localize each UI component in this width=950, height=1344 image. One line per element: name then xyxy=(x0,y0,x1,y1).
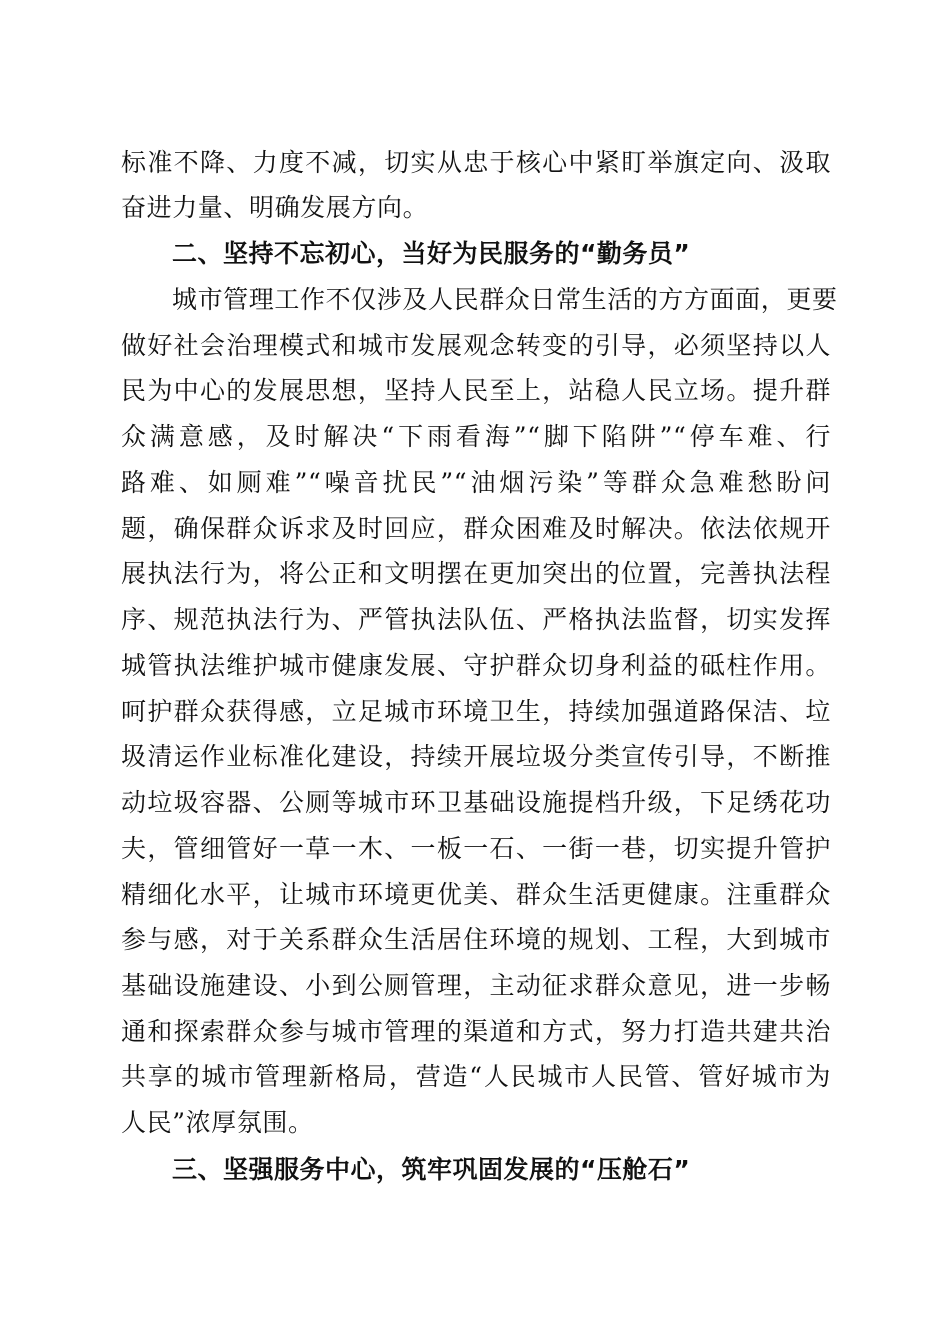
text-line: 参与感，对于关系群众生活居住环境的规划、工程，大到城市 xyxy=(121,925,831,954)
text-line: 民为中心的发展思想，坚持人民至上，站稳人民立场。提升群 xyxy=(121,376,831,405)
text-line: 呵护群众获得感，立足城市环境卫生，持续加强道路保洁、垃 xyxy=(121,697,831,726)
text-line: 众满意感，及时解决“下雨看海”“脚下陷阱”“停车难、行 xyxy=(121,422,831,451)
text-line: 标准不降、力度不减，切实从忠于核心中紧盯举旗定向、汲取 xyxy=(121,148,831,177)
text-line: 共享的城市管理新格局，营造“人民城市人民管、管好城市为 xyxy=(121,1062,831,1091)
text-line: 圾清运作业标准化建设，持续开展垃圾分类宣传引导，不断推 xyxy=(121,742,831,771)
text-line: 城市管理工作不仅涉及人民群众日常生活的方方面面，更要 xyxy=(172,285,838,314)
text-line: 题，确保群众诉求及时回应，群众困难及时解决。依法依规开 xyxy=(121,514,831,543)
text-line: 通和探索群众参与城市管理的渠道和方式，努力打造共建共治 xyxy=(121,1017,831,1046)
text-line: 精细化水平，让城市环境更优美、群众生活更健康。注重群众 xyxy=(121,880,831,909)
text-line: 展执法行为，将公正和文明摆在更加突出的位置，完善执法程 xyxy=(121,559,831,588)
text-line: 城管执法维护城市健康发展、守护群众切身利益的砥柱作用。 xyxy=(121,651,831,680)
text-line: 基础设施建设、小到公厕管理，主动征求群众意见，进一步畅 xyxy=(121,971,831,1000)
text-line: 做好社会治理模式和城市发展观念转变的引导，必须坚持以人 xyxy=(121,331,831,360)
section-heading: 二、坚持不忘初心，当好为民服务的“勤务员” xyxy=(172,239,691,268)
text-line: 夫，管细管好一草一木、一板一石、一街一巷，切实提升管护 xyxy=(121,834,831,863)
text-line: 序、规范执法行为、严管执法队伍、严格执法监督，切实发挥 xyxy=(121,605,831,634)
text-line: 动垃圾容器、公厕等城市环卫基础设施提档升级，下足绣花功 xyxy=(121,788,831,817)
text-line: 路难、如厕难”“噪音扰民”“油烟污染”等群众急难愁盼问 xyxy=(121,468,831,497)
text-line: 人民”浓厚氛围。 xyxy=(121,1108,314,1137)
section-heading: 三、坚强服务中心，筑牢巩固发展的“压舱石” xyxy=(172,1155,691,1184)
text-line: 奋进力量、明确发展方向。 xyxy=(121,193,429,222)
